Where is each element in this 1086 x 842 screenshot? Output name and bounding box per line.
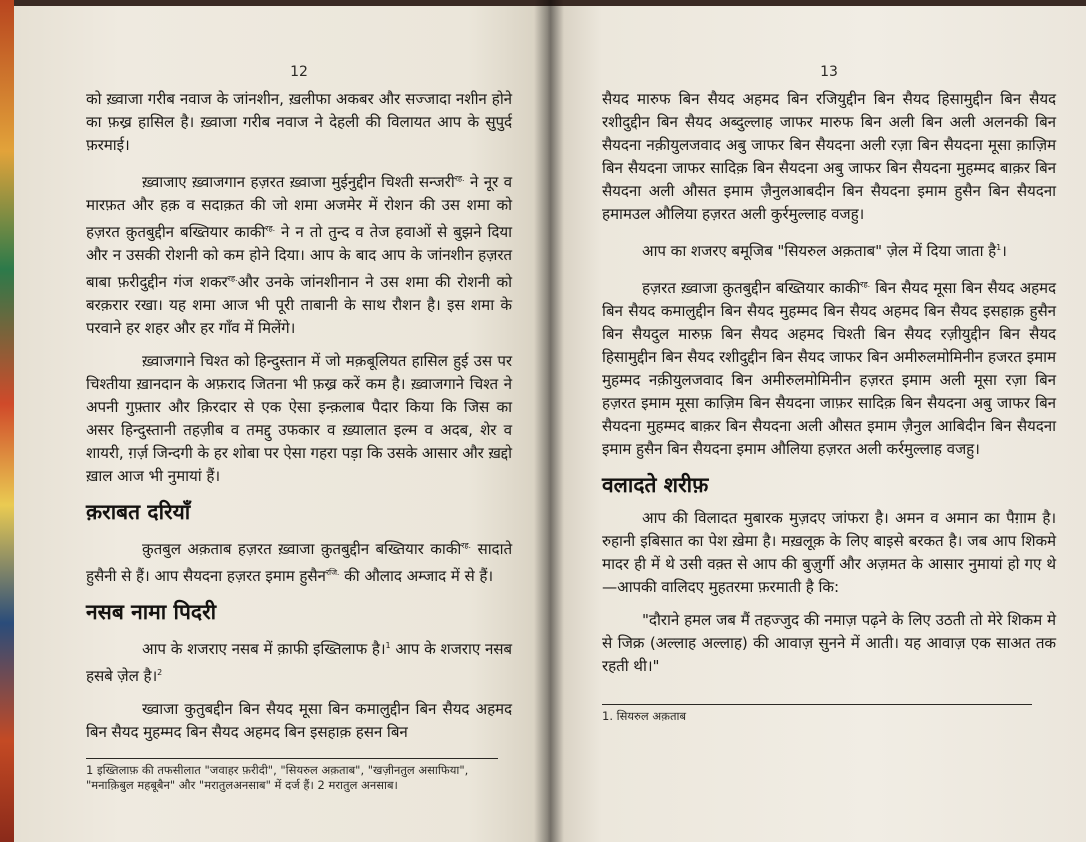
paragraph: आप के शजराए नसब में क़ाफी इख्तिलाफ है।$^1$ आप के शजराए नसब हसबे ज़ेल है।$^2$: [86, 640, 513, 686]
page-number: 12: [290, 64, 308, 80]
section-heading: क़राबत दरियाँ: [86, 500, 191, 525]
left-page: [14, 6, 548, 842]
paragraph: हज़रत ख़्वाजा क़ुतबुद्दीन बख्तियार काकी$^{रह.}$ बिन सैयद मूसा बिन सैयद अहमद बिन सैयद कमालुद्दीन बिन सैयद मुहम्मद बिन सैयद अहमद बिन सैयद इसहाक़ हुसैन बिन सैयदुल मारुफ़ बिन सैयद अहमद चिश्ती बिन सैयद रज़ीयुद्दीन बिन सैयद हिसामुद्दीन बिन सैयद रशीदुद्दीन बिन सैयद जाफर बिन अमीरुलमोमिनीन हजरत इमाम मुहम्मद नक़ीयुलजवाद बिन अमीरुलमोमिनीन हज़रत इमाम अली मूसा रज़ा बिन हज़रत इमाम मूसा काज़िम बिन सैयदना जाफ़र सादिक़ बिन सैयदना अबु जाफर बिन सैयदना मुहम्मद बाक़र बिन सैयदना अली औसत इमाम ज़ैनुल आबिदीन बिन सैयदना इमाम हुसैन बिन सैयदना इमाम औलिया हज़रत अली कर्रमुल्लाह वजहु।: [602, 279, 1056, 459]
paragraph: ख़्वाजगाने चिश्त को हिन्दुस्तान में जो मक़बूलियत हासिल हुई उस पर चिश्तीया ख़ानदान के अफ़राद जितना भी फ़ख्र करें कम है। ख़्वाजगाने चिश्त ने अपनी गुफ़्तार और क़िरदार से एक ऐसा इन्क़लाब पैदार किया कि जिस का असर हिन्दुस्तानी तहज़ीब व तमद्दु उफकार व ख़्यालात इल्म व अदब, शेर व शायरी, ग़र्ज़ जिन्दगी के हर शोबा पर ऐसा गहरा पड़ा कि उसके आसार और ख़द्दो ख़ाल आज भी नुमायां हैं।: [86, 352, 512, 486]
footnote-ref: 2: [157, 668, 163, 678]
page-number: 13: [820, 64, 838, 80]
footnote-ref: 1: [385, 641, 391, 651]
paragraph: क़ुतबुल अक़ताब हज़रत ख़्वाजा क़ुतबुद्दीन बख्तियार काकी$^{रह.}$ सादाते हुसैनी से हैं। आप सैयदना हज़रत इमाम हुसैन$^{रजि.}$ की औलाद अम्जाद में से हैं।: [86, 540, 512, 586]
footnote: 1 इख्तिलाफ़ की तफसीलात "जवाहर फ़रीदी", "सियरुल अक़ताब", "खज़ीनतुल असाफिया", "मनाक़िबुल महबूबैन" और "मरातुलअनसाब" में दर्ज हैं। 2 मरातुल अनसाब।: [86, 763, 469, 793]
honorific-mark: रह.: [461, 541, 471, 551]
book-cover-edge: [0, 0, 14, 842]
paragraph: ख्वाजा कुतुबद्दीन बिन सैयद मूसा बिन कमालुद्दीन बिन सैयद अहमद बिन सैयद मुहम्मद बिन सैयद अहमद बिन इसहाक़ हसन बिन: [86, 700, 512, 742]
honorific-mark: रह.: [454, 174, 465, 183]
paragraph: आप की विलादत मुबारक मुज़दए जांफरा है। अमन व अमान का पैग़ाम है। रुहानी इबिसात का पेश ख़ेमा है। मख़लूक़ के लिए बाइसे बरकत है। जब आप शिकमे मादर ही में थे उसी वक़्त से आप की बुज़ुर्गी और अज़मत के आसार नुमायां हो गए थे—आपकी वालिदए मुहतरमा फ़रमाती है कि:: [602, 509, 1056, 597]
honorific-mark: रह.: [860, 280, 871, 290]
paragraph: आप का शजरए बमूजिब "सियरुल अक़ताब" ज़ेल में दिया जाता है$^1$।: [642, 242, 1007, 261]
book-spine: [534, 0, 564, 842]
paragraph: को ख़्वाजा गरीब नवाज के जांनशीन, ख़लीफा अकबर और सज्जादा नशीन होने का फ़ख्र हासिल है। ख़्वाजा गरीब नवाज ने देहली की विलायत आप के सुपुर्द फ़रमाई।: [86, 90, 512, 154]
paragraph: ख़्वाजाए ख़्वाजगान हज़रत ख़्वाजा मुईनुद्दीन चिश्ती सन्जरी$^{रह.}$ ने नूर व मारफ़त और हक़ व सदाक़त की जो शमा अजमेर में रोशन की उस शमा को हज़रत क़ुतबुद्दीन बख्तियार काकी$^{रह.}$ ने न तो तुन्द व तेज हवाओं से बुझने दिया और न उसकी रोशनी को कम होने दिया। आप के बाद आप के जांनशीन हज़रत बाबा फ़रीदुद्दीन गंज शकर$^{रह.}$और उनके जांनशीनान ने उस शमा की रोशनी को बरक़रार रखा। यह शमा आज भी पूरी ताबानी के साथ रौशन है। इस शमा के परवाने हर शहर और हर गाँव में मिलेंगे।: [86, 173, 512, 338]
honorific-mark: रह.: [265, 224, 276, 234]
honorific-mark: रह.: [227, 274, 238, 284]
paragraph: सैयद मारुफ बिन सैयद अहमद बिन रजियुद्दीन बिन सैयद हिसामुद्दीन बिन सैयद रशीदुद्दीन बिन सैयद अब्दुल्लाह जाफर मारुफ बिन अली बिन अली अलनकी बिन सैयदना नक़ीयुलजवाद अबु जाफर बिन सैयदना अली रज़ा बिन सैयदना मूसा क़ाज़िम बिन सैयदना जाफर सादिक़ बिन सैयदना अबु जाफर बिन सैयदना मुहम्मद बाक़र बिन सैयदना अली औसत इमाम ज़ैनुलआबदीन बिन सैयदना इमाम हुसैन बिन सैयदना हमामउल औलिया हज़रत अली कुर्रमुल्लाह वजहु।: [602, 90, 1056, 223]
footnote-ref: 1: [996, 243, 1002, 252]
footnote: 1. सियरुल अक़ताब: [602, 709, 687, 724]
section-heading: वलादते शरीफ़: [602, 473, 709, 498]
right-page: [548, 6, 1086, 842]
footnote-divider: [86, 758, 498, 759]
footnote-divider: [602, 704, 1032, 705]
quote-paragraph: "दौराने हमल जब मैं तहज्जुद की नमाज़ पढ़ने के लिए उठती तो मेरे शिकम मे से जिक्र (अल्लाह अल्लाह) की आवाज़ सुनने में आती। यह आवाज़ एक साअत तक रहती थी।": [602, 611, 1056, 676]
section-heading: नसब नामा पिदरी: [86, 600, 217, 625]
honorific-mark: रजि.: [325, 568, 340, 578]
